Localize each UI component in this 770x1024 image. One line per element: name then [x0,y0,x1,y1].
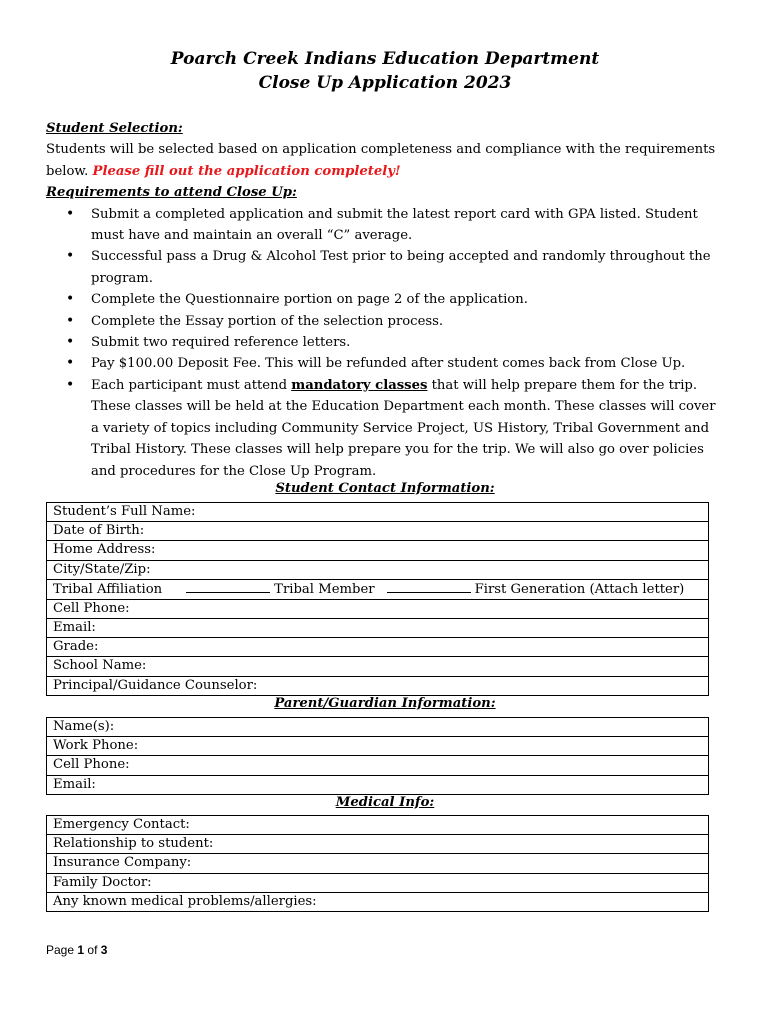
field-parent-cell[interactable]: Cell Phone: [47,756,709,775]
classes-text-before: Each participant must attend [91,377,292,393]
field-grade[interactable]: Grade: [47,638,709,657]
field-tribal-row [47,579,709,599]
field-email[interactable]: Email: [47,618,709,637]
tribal-member-blank[interactable] [387,580,471,593]
requirement-item-classes [46,375,726,482]
field-emergency-contact[interactable]: Emergency Contact: [47,816,709,835]
field-city[interactable]: City/State/Zip: [47,560,709,579]
parent-info-heading: Parent/Guardian Information: [274,696,496,711]
field-parent-email[interactable]: Email: [47,775,709,794]
requirement-item: • Submit two required reference letters. [46,332,726,353]
medical-table [46,815,709,912]
requirements-heading: Requirements to attend Close Up: [46,185,297,201]
field-doctor[interactable]: Family Doctor: [47,873,709,892]
selection-text: Students will be selected based on application completeness and compliance with the requirements below. [46,142,716,179]
medical-heading: Medical Info: [335,795,435,810]
mandatory-classes-text: mandatory classes [291,377,428,393]
requirements-list [46,204,726,482]
selection-section [46,118,726,482]
field-address[interactable]: Home Address: [47,541,709,560]
field-cell-phone[interactable]: Cell Phone: [47,599,709,618]
field-school[interactable]: School Name: [47,657,709,676]
selection-heading: Student Selection: [46,121,183,136]
tribal-affiliation-label: Tribal Affiliation [53,581,163,597]
field-dob[interactable]: Date of Birth: [47,522,709,541]
field-full-name[interactable]: Student’s Full Name: [47,503,709,522]
field-principal[interactable]: Principal/Guidance Counselor: [47,676,709,695]
requirement-item: • Pay $100.00 Deposit Fee. This will be refunded after student comes back from Close Up. [46,353,726,374]
student-contact-heading: Student Contact Information: [275,481,495,496]
field-parent-names[interactable]: Name(s): [47,718,709,737]
of-word: of [87,943,98,957]
requirement-item: • Successful pass a Drug & Alcohol Test prior to being accepted and randomly throughout the program. [46,246,726,289]
tribal-member-label: Tribal Member [274,581,375,597]
student-contact-table [46,502,709,696]
field-medical-problems[interactable]: Any known medical problems/allergies: [47,892,709,911]
page-number: 1 [77,943,85,957]
classes-text-after: that will help prepare them for the trip. These classes will be held at the Education Department each month. These classes will cover a variety of topics including Community Service Project, US History, Tribal Government and Tribal History. These classes will help prepare you for the trip. We will also go over policies and procedures for the Close Up Program. [91,377,716,479]
requirement-item: • Submit a completed application and submit the latest report card with GPA listed. Student must have and maintain an overall “C” average. [46,204,726,247]
page-total: 3 [100,943,108,957]
requirement-item: • Complete the Questionnaire portion on page 2 of the application. [46,289,726,310]
selection-paragraph [46,139,726,182]
document-title: Poarch Creek Indians Education Department [170,49,600,69]
selection-emphasis: Please fill out the application completely! [92,163,401,179]
first-generation-label: First Generation (Attach letter) [474,581,685,597]
field-work-phone[interactable]: Work Phone: [47,737,709,756]
tribal-affiliation-blank[interactable] [186,580,270,593]
document-subtitle: Close Up Application 2023 [258,73,512,93]
requirement-item: • Complete the Essay portion of the selection process. [46,311,726,332]
page-word: Page [46,943,75,957]
field-insurance[interactable]: Insurance Company: [47,854,709,873]
parent-info-table [46,717,709,795]
page-footer [46,943,107,957]
field-relationship[interactable]: Relationship to student: [47,835,709,854]
